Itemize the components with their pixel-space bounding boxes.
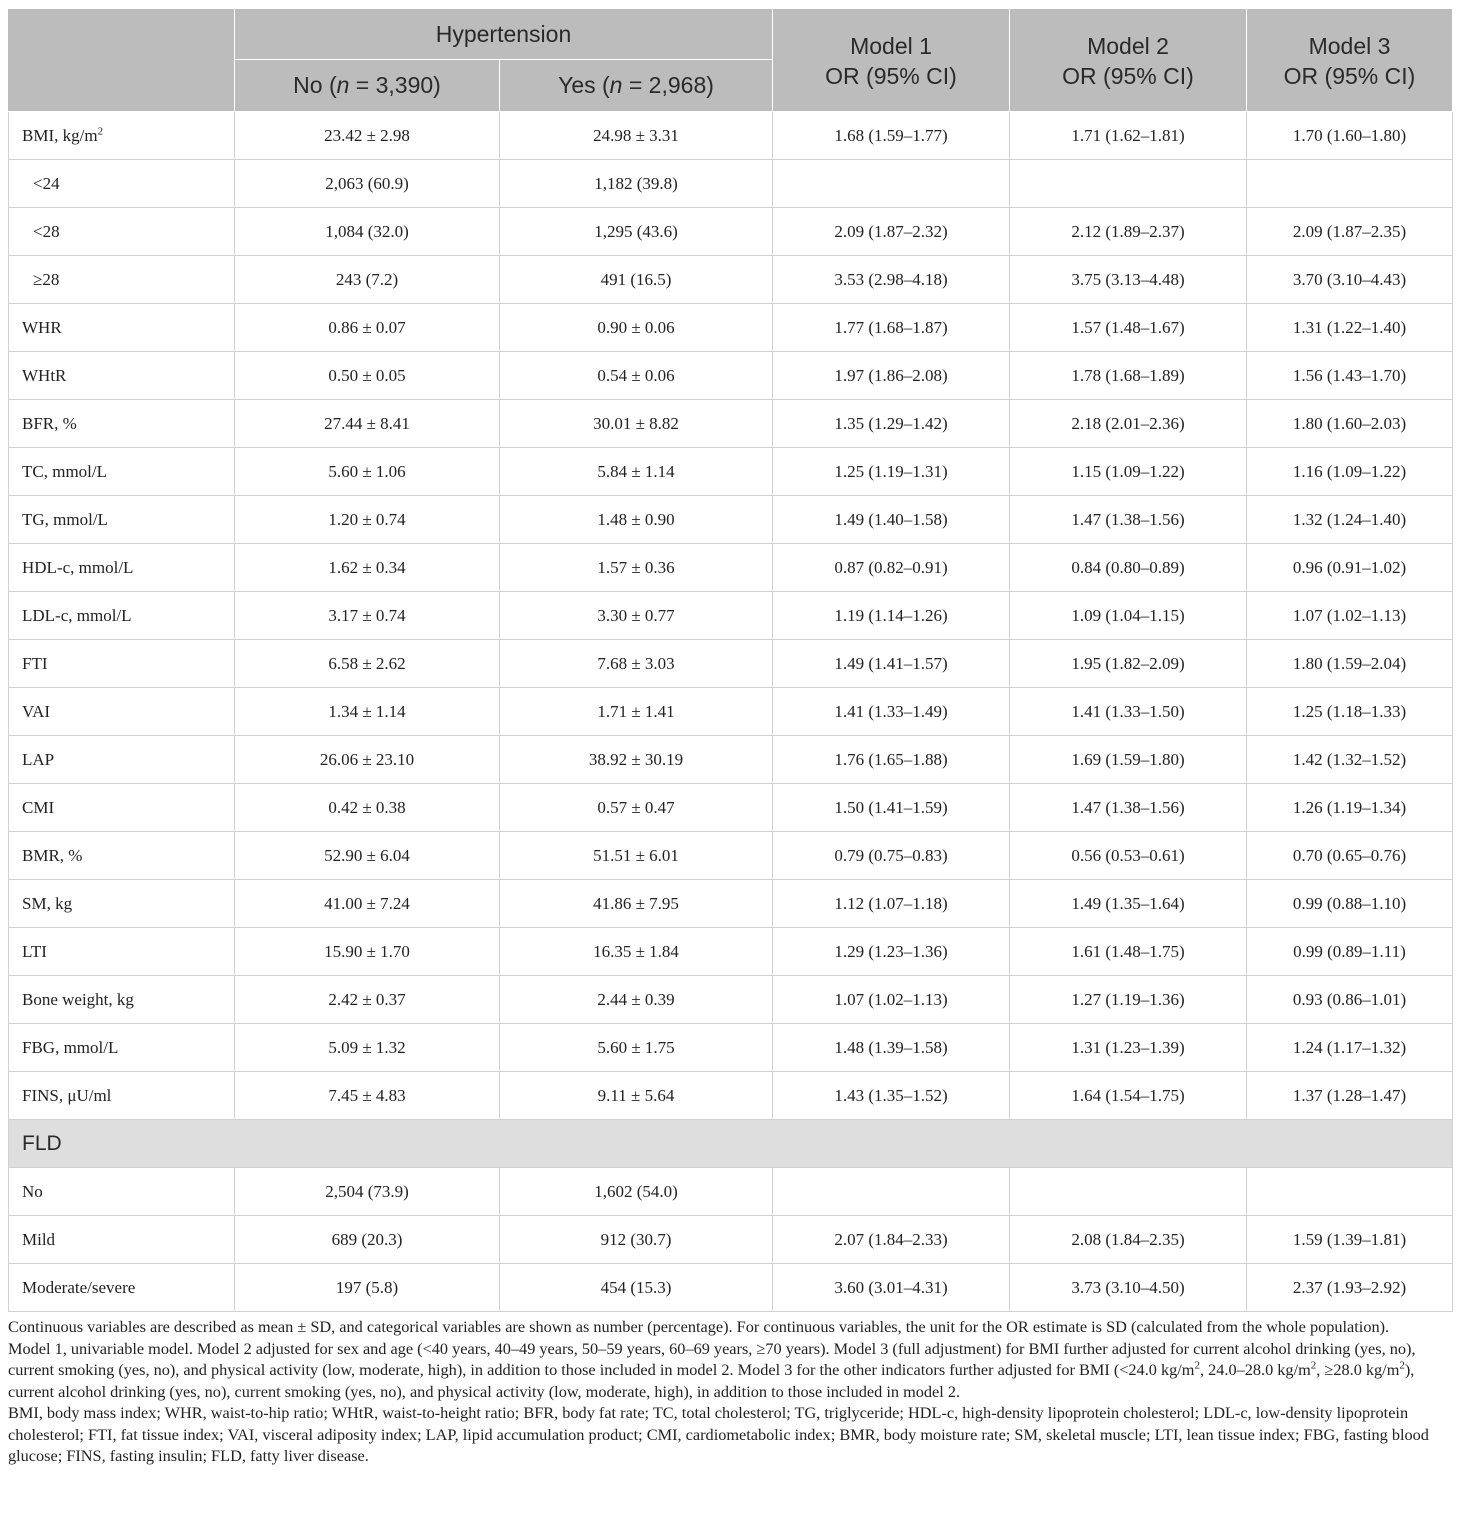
row-label-text: FTI	[22, 653, 48, 673]
row-label-text: ≥28	[33, 269, 60, 289]
footnote-2-sup2: 2	[1310, 1359, 1317, 1372]
cell-yes: 912 (30.7)	[500, 1216, 773, 1264]
row-label-superscript: 2	[97, 124, 104, 137]
cell-model-3: 0.99 (0.89–1.11)	[1247, 928, 1453, 976]
row-label-text: WHtR	[22, 365, 67, 385]
cell-model-1: 0.79 (0.75–0.83)	[773, 832, 1010, 880]
row-label	[9, 1072, 235, 1120]
cell-yes: 454 (15.3)	[500, 1264, 773, 1312]
table-row	[9, 1072, 1453, 1120]
header-yes-n: n	[609, 72, 623, 99]
footnote-2-a: Model 1, univariable model. Model 2 adjusted for sex and age (<40 years, 40–49 years, 50–59 years, 60–69 years, ≥70 years). Model 3 (full adjustment) for BMI further adjusted for current alcohol drinking (yes, no), current smoking (yes, no), and physical activity (low, moderate, high), in addition to those included in model 2. Model 3 for the other indicators further adjusted for BMI (<24.0 kg/m	[8, 1338, 1416, 1379]
cell-yes: 38.92 ± 30.19	[500, 736, 773, 784]
cell-model-2: 0.84 (0.80–0.89)	[1010, 544, 1247, 592]
cell-model-3: 1.16 (1.09–1.22)	[1247, 448, 1453, 496]
header-yes-prefix: Yes (	[558, 72, 610, 99]
row-label	[9, 256, 235, 304]
cell-model-1: 1.68 (1.59–1.77)	[773, 112, 1010, 160]
cell-model-2: 2.08 (1.84–2.35)	[1010, 1216, 1247, 1264]
row-label-text: BFR, %	[22, 413, 77, 433]
cell-model-2: 3.75 (3.13–4.48)	[1010, 256, 1247, 304]
cell-model-1: 1.19 (1.14–1.26)	[773, 592, 1010, 640]
cell-no: 197 (5.8)	[235, 1264, 500, 1312]
cell-model-3: 2.37 (1.93–2.92)	[1247, 1264, 1453, 1312]
header-blank-cell	[9, 9, 235, 112]
cell-model-1: 1.25 (1.19–1.31)	[773, 448, 1010, 496]
row-label-text: LAP	[22, 749, 55, 769]
row-label-text: TC, mmol/L	[22, 461, 107, 481]
cell-model-1: 1.77 (1.68–1.87)	[773, 304, 1010, 352]
cell-no: 1.34 ± 1.14	[235, 688, 500, 736]
row-label	[9, 592, 235, 640]
cell-model-3: 0.99 (0.88–1.10)	[1247, 880, 1453, 928]
row-label	[9, 1216, 235, 1264]
cell-model-1: 1.76 (1.65–1.88)	[773, 736, 1010, 784]
footnote-2-b: , 24.0–28.0 kg/m	[1199, 1360, 1311, 1379]
cell-model-2: 3.73 (3.10–4.50)	[1010, 1264, 1247, 1312]
table-row	[9, 976, 1453, 1024]
table-row	[9, 256, 1453, 304]
cell-model-3: 1.25 (1.18–1.33)	[1247, 688, 1453, 736]
row-label	[9, 400, 235, 448]
cell-yes: 0.90 ± 0.06	[500, 304, 773, 352]
row-label-text: WHR	[22, 317, 62, 337]
cell-no: 15.90 ± 1.70	[235, 928, 500, 976]
table-row	[9, 688, 1453, 736]
row-label	[9, 928, 235, 976]
footnote-3: BMI, body mass index; WHR, waist-to-hip ratio; WHtR, waist-to-height ratio; BFR, body fat rate; TC, total cholesterol; TG, triglyceride; HDL-c, high-density lipoprotein cholesterol; LDL-c, low-density lipoprotein cholesterol; FTI, fat tissue index; VAI, visceral adiposity index; LAP, lipid accumulation product; CMI, cardiometabolic index; BMR, body moisture rate; SM, skeletal muscle; LTI, lean tissue index; FBG, fasting blood glucose; FINS, fasting insulin; FLD, fatty liver disease.	[8, 1403, 1429, 1465]
cell-model-2: 0.56 (0.53–0.61)	[1010, 832, 1247, 880]
cell-model-3: 3.70 (3.10–4.43)	[1247, 256, 1453, 304]
table-row	[9, 544, 1453, 592]
row-label-text: FINS, μU/ml	[22, 1085, 112, 1105]
cell-model-3	[1247, 1168, 1453, 1216]
row-label-text: Mild	[22, 1229, 56, 1249]
header-no-prefix: No (	[293, 72, 337, 99]
row-label	[9, 832, 235, 880]
cell-model-2: 1.95 (1.82–2.09)	[1010, 640, 1247, 688]
table-row	[9, 1024, 1453, 1072]
cell-yes: 491 (16.5)	[500, 256, 773, 304]
cell-model-3: 1.80 (1.60–2.03)	[1247, 400, 1453, 448]
cell-no: 0.42 ± 0.38	[235, 784, 500, 832]
table-row	[9, 736, 1453, 784]
row-label-text: SM, kg	[22, 893, 73, 913]
cell-no: 5.09 ± 1.32	[235, 1024, 500, 1072]
header-no-suffix: = 3,390)	[349, 72, 441, 99]
row-label	[9, 352, 235, 400]
cell-model-1	[773, 1168, 1010, 1216]
row-label	[9, 208, 235, 256]
cell-model-3: 1.70 (1.60–1.80)	[1247, 112, 1453, 160]
cell-model-1: 1.97 (1.86–2.08)	[773, 352, 1010, 400]
cell-model-1: 0.87 (0.82–0.91)	[773, 544, 1010, 592]
cell-no: 2,504 (73.9)	[235, 1168, 500, 1216]
table-row	[9, 160, 1453, 208]
header-model-1-title: Model 1	[850, 33, 932, 59]
footnote-2-d: ), current alcohol drinking (yes, no), current smoking (yes, no), and physical activity (low, moderate, high), in addition to those included in model 2.	[8, 1360, 1415, 1401]
section-row	[9, 1120, 1453, 1168]
cell-model-2: 1.71 (1.62–1.81)	[1010, 112, 1247, 160]
footnote-2-sup3: 2	[1399, 1359, 1405, 1372]
cell-yes: 41.86 ± 7.95	[500, 880, 773, 928]
cell-no: 1.62 ± 0.34	[235, 544, 500, 592]
cell-model-1: 1.49 (1.41–1.57)	[773, 640, 1010, 688]
header-model-1	[773, 9, 1010, 112]
cell-model-3: 1.26 (1.19–1.34)	[1247, 784, 1453, 832]
row-label-text: BMI, kg/m	[22, 125, 98, 145]
header-model-2	[1010, 9, 1247, 112]
row-label	[9, 160, 235, 208]
cell-no: 5.60 ± 1.06	[235, 448, 500, 496]
footnote-2	[8, 1338, 1452, 1403]
cell-model-2: 2.18 (2.01–2.36)	[1010, 400, 1247, 448]
row-label	[9, 1168, 235, 1216]
cell-model-3: 1.07 (1.02–1.13)	[1247, 592, 1453, 640]
cell-model-2: 2.12 (1.89–2.37)	[1010, 208, 1247, 256]
cell-model-2	[1010, 1168, 1247, 1216]
cell-no: 1.20 ± 0.74	[235, 496, 500, 544]
cell-model-3: 1.24 (1.17–1.32)	[1247, 1024, 1453, 1072]
results-table	[8, 8, 1453, 1312]
table-row	[9, 1216, 1453, 1264]
table-row	[9, 496, 1453, 544]
cell-no: 2.42 ± 0.37	[235, 976, 500, 1024]
row-label	[9, 1024, 235, 1072]
cell-model-3	[1247, 160, 1453, 208]
cell-yes: 5.84 ± 1.14	[500, 448, 773, 496]
row-label-text: LDL-c, mmol/L	[22, 605, 132, 625]
cell-yes: 1,602 (54.0)	[500, 1168, 773, 1216]
cell-yes: 1.48 ± 0.90	[500, 496, 773, 544]
cell-model-1: 1.41 (1.33–1.49)	[773, 688, 1010, 736]
cell-model-2: 1.15 (1.09–1.22)	[1010, 448, 1247, 496]
table-row	[9, 1264, 1453, 1312]
section-fld	[9, 1120, 1453, 1168]
cell-model-2: 1.61 (1.48–1.75)	[1010, 928, 1247, 976]
cell-model-1: 1.49 (1.40–1.58)	[773, 496, 1010, 544]
cell-model-2: 1.09 (1.04–1.15)	[1010, 592, 1247, 640]
row-label-text: <24	[33, 173, 60, 193]
row-label-text: BMR, %	[22, 845, 83, 865]
cell-model-3: 1.42 (1.32–1.52)	[1247, 736, 1453, 784]
cell-no: 7.45 ± 4.83	[235, 1072, 500, 1120]
row-label-text: <28	[33, 221, 60, 241]
cell-model-1: 1.35 (1.29–1.42)	[773, 400, 1010, 448]
cell-model-3: 1.37 (1.28–1.47)	[1247, 1072, 1453, 1120]
header-model-3-title: Model 3	[1308, 33, 1391, 59]
header-no-n: n	[336, 72, 350, 99]
header-model-1-sub: OR (95% CI)	[825, 63, 957, 89]
footnote-2-c: , ≥28.0 kg/m	[1316, 1360, 1400, 1379]
cell-model-1: 2.09 (1.87–2.32)	[773, 208, 1010, 256]
row-label-text: HDL-c, mmol/L	[22, 557, 134, 577]
cell-yes: 1,182 (39.8)	[500, 160, 773, 208]
cell-model-2: 1.41 (1.33–1.50)	[1010, 688, 1247, 736]
cell-model-3: 0.70 (0.65–0.76)	[1247, 832, 1453, 880]
row-label-text: Moderate/severe	[22, 1277, 136, 1297]
cell-model-1: 1.29 (1.23–1.36)	[773, 928, 1010, 976]
cell-yes: 0.54 ± 0.06	[500, 352, 773, 400]
row-label-text: LTI	[22, 941, 47, 961]
cell-model-1: 1.48 (1.39–1.58)	[773, 1024, 1010, 1072]
cell-model-1: 2.07 (1.84–2.33)	[773, 1216, 1010, 1264]
cell-yes: 1.57 ± 0.36	[500, 544, 773, 592]
cell-model-3: 1.31 (1.22–1.40)	[1247, 304, 1453, 352]
cell-no: 23.42 ± 2.98	[235, 112, 500, 160]
table-row	[9, 208, 1453, 256]
table-row	[9, 1168, 1453, 1216]
cell-model-1: 1.43 (1.35–1.52)	[773, 1072, 1010, 1120]
cell-yes: 1,295 (43.6)	[500, 208, 773, 256]
row-label	[9, 976, 235, 1024]
cell-no: 3.17 ± 0.74	[235, 592, 500, 640]
cell-model-1: 3.60 (3.01–4.31)	[773, 1264, 1010, 1312]
header-model-2-title: Model 2	[1087, 33, 1169, 59]
row-label-text: No	[22, 1181, 43, 1201]
cell-yes: 3.30 ± 0.77	[500, 592, 773, 640]
table-row	[9, 928, 1453, 976]
table-row	[9, 832, 1453, 880]
header-no	[235, 59, 500, 111]
row-label	[9, 496, 235, 544]
cell-no: 26.06 ± 23.10	[235, 736, 500, 784]
cell-model-1: 3.53 (2.98–4.18)	[773, 256, 1010, 304]
cell-model-1: 1.50 (1.41–1.59)	[773, 784, 1010, 832]
table-container	[8, 8, 1452, 1467]
cell-yes: 16.35 ± 1.84	[500, 928, 773, 976]
row-label	[9, 1264, 235, 1312]
cell-model-2: 1.47 (1.38–1.56)	[1010, 496, 1247, 544]
row-label	[9, 736, 235, 784]
cell-model-3: 2.09 (1.87–2.35)	[1247, 208, 1453, 256]
table-row	[9, 592, 1453, 640]
row-label-text: Bone weight, kg	[22, 989, 134, 1009]
table-header	[9, 9, 1453, 112]
cell-no: 41.00 ± 7.24	[235, 880, 500, 928]
cell-yes: 24.98 ± 3.31	[500, 112, 773, 160]
row-label	[9, 880, 235, 928]
cell-yes: 30.01 ± 8.82	[500, 400, 773, 448]
footnote-2-sup1: 2	[1194, 1359, 1200, 1372]
table-row	[9, 352, 1453, 400]
table-row	[9, 784, 1453, 832]
cell-yes: 51.51 ± 6.01	[500, 832, 773, 880]
section-label: FLD	[9, 1120, 1453, 1168]
footnote-1: Continuous variables are described as mean ± SD, and categorical variables are shown as number (percentage). For continuous variables, the unit for the OR estimate is SD (calculated from the whole population).	[8, 1317, 1390, 1336]
cell-no: 6.58 ± 2.62	[235, 640, 500, 688]
header-model-2-sub: OR (95% CI)	[1062, 63, 1194, 89]
cell-model-2: 1.47 (1.38–1.56)	[1010, 784, 1247, 832]
cell-yes: 7.68 ± 3.03	[500, 640, 773, 688]
cell-no: 243 (7.2)	[235, 256, 500, 304]
table-row	[9, 304, 1453, 352]
cell-no: 27.44 ± 8.41	[235, 400, 500, 448]
table-row	[9, 400, 1453, 448]
header-yes-suffix: = 2,968)	[622, 72, 714, 99]
cell-no: 1,084 (32.0)	[235, 208, 500, 256]
cell-yes: 5.60 ± 1.75	[500, 1024, 773, 1072]
row-label	[9, 304, 235, 352]
row-label	[9, 448, 235, 496]
row-label-text: CMI	[22, 797, 55, 817]
cell-model-2: 1.57 (1.48–1.67)	[1010, 304, 1247, 352]
cell-model-3: 1.32 (1.24–1.40)	[1247, 496, 1453, 544]
header-model-3-sub: OR (95% CI)	[1283, 63, 1416, 89]
cell-model-1	[773, 160, 1010, 208]
cell-model-2: 1.27 (1.19–1.36)	[1010, 976, 1247, 1024]
row-label	[9, 112, 235, 160]
header-yes	[500, 59, 773, 111]
cell-model-3: 0.96 (0.91–1.02)	[1247, 544, 1453, 592]
row-label-text: FBG, mmol/L	[22, 1037, 119, 1057]
cell-model-2	[1010, 160, 1247, 208]
cell-model-2: 1.64 (1.54–1.75)	[1010, 1072, 1247, 1120]
row-label	[9, 784, 235, 832]
cell-no: 0.86 ± 0.07	[235, 304, 500, 352]
cell-no: 2,063 (60.9)	[235, 160, 500, 208]
row-label-text: VAI	[22, 701, 51, 721]
cell-model-3: 1.56 (1.43–1.70)	[1247, 352, 1453, 400]
cell-model-1: 1.07 (1.02–1.13)	[773, 976, 1010, 1024]
cell-model-1: 1.12 (1.07–1.18)	[773, 880, 1010, 928]
cell-no: 689 (20.3)	[235, 1216, 500, 1264]
cell-yes: 9.11 ± 5.64	[500, 1072, 773, 1120]
cell-yes: 0.57 ± 0.47	[500, 784, 773, 832]
cell-no: 52.90 ± 6.04	[235, 832, 500, 880]
fld-body	[9, 1168, 1453, 1312]
cell-model-2: 1.31 (1.23–1.39)	[1010, 1024, 1247, 1072]
table-row	[9, 448, 1453, 496]
table-body	[9, 112, 1453, 1120]
cell-no: 0.50 ± 0.05	[235, 352, 500, 400]
cell-model-3: 0.93 (0.86–1.01)	[1247, 976, 1453, 1024]
table-row	[9, 640, 1453, 688]
cell-model-3: 1.80 (1.59–2.04)	[1247, 640, 1453, 688]
header-hypertension: Hypertension	[235, 9, 773, 60]
row-label	[9, 544, 235, 592]
table-footnotes	[8, 1316, 1452, 1467]
cell-model-2: 1.78 (1.68–1.89)	[1010, 352, 1247, 400]
table-row	[9, 880, 1453, 928]
cell-model-2: 1.49 (1.35–1.64)	[1010, 880, 1247, 928]
header-model-3	[1247, 9, 1453, 112]
row-label	[9, 688, 235, 736]
row-label-text: TG, mmol/L	[22, 509, 108, 529]
row-label	[9, 640, 235, 688]
cell-yes: 2.44 ± 0.39	[500, 976, 773, 1024]
cell-model-2: 1.69 (1.59–1.80)	[1010, 736, 1247, 784]
table-row	[9, 112, 1453, 160]
cell-model-3: 1.59 (1.39–1.81)	[1247, 1216, 1453, 1264]
cell-yes: 1.71 ± 1.41	[500, 688, 773, 736]
